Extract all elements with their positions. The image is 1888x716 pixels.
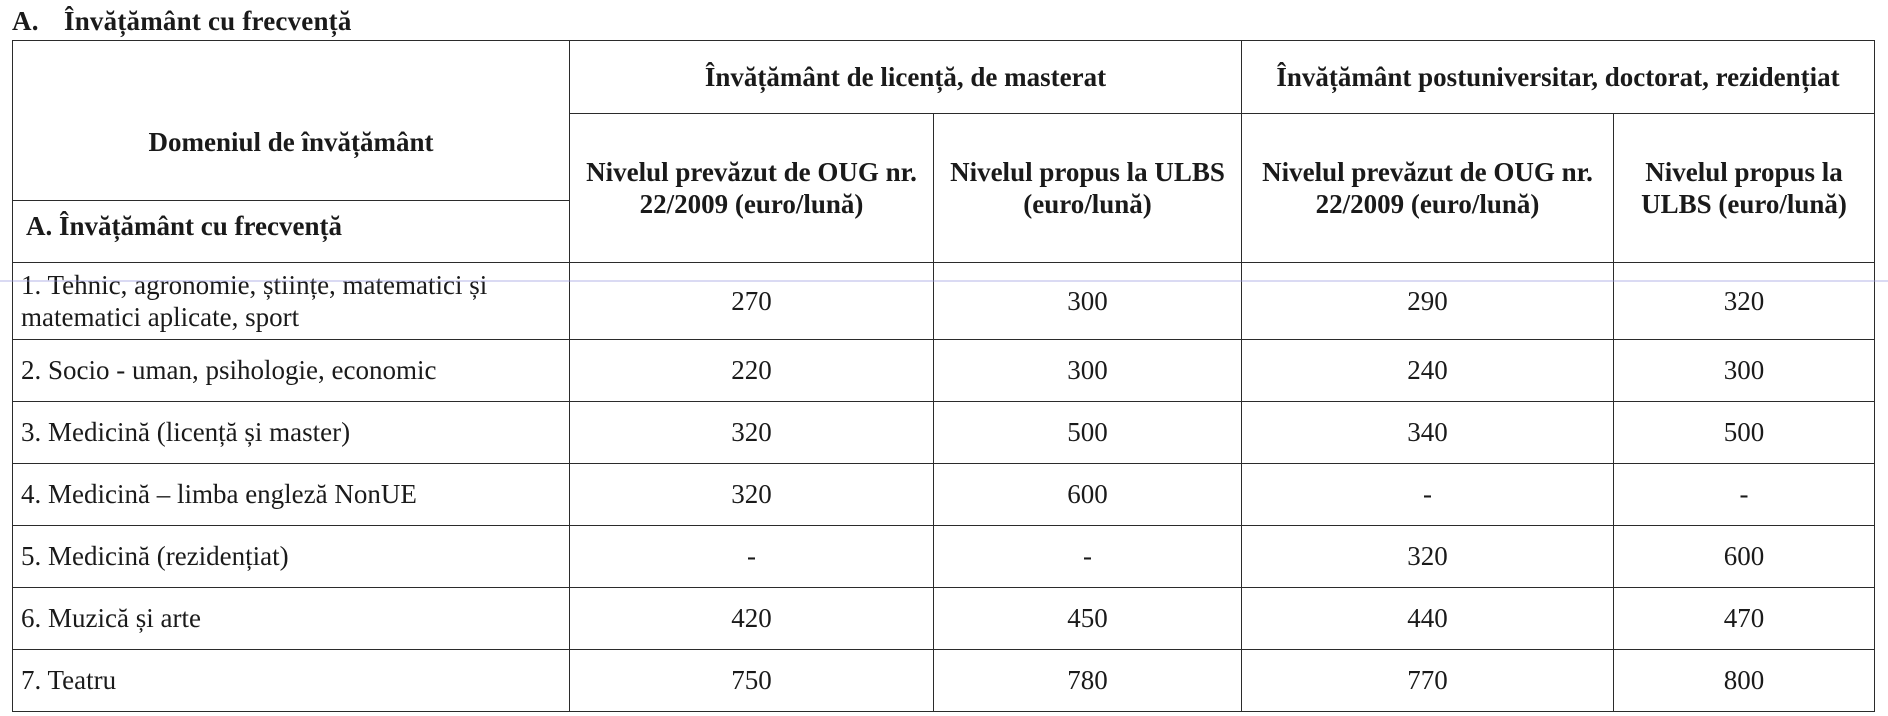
table-row	[13, 464, 1875, 526]
cell-oug-bachelor: 220	[570, 340, 934, 402]
col-header-oug-level-bachelor: Nivelul prevăzut de OUG nr. 22/2009 (euro/lună)	[570, 114, 934, 263]
cell-oug-postgraduate: 240	[1242, 340, 1614, 402]
cell-ulbs-postgraduate: 300	[1614, 340, 1875, 402]
cell-oug-bachelor: 270	[570, 263, 934, 340]
cell-oug-postgraduate: 770	[1242, 650, 1614, 712]
cell-oug-postgraduate: 320	[1242, 526, 1614, 588]
cell-ulbs-postgraduate: 470	[1614, 588, 1875, 650]
col-header-ulbs-level-postgraduate: Nivelul propus la ULBS (euro/lună)	[1614, 114, 1875, 263]
cell-ulbs-postgraduate: 320	[1614, 263, 1875, 340]
cell-ulbs-bachelor: -	[934, 526, 1242, 588]
cell-oug-postgraduate: -	[1242, 464, 1614, 526]
scan-artifact-line	[0, 280, 1888, 282]
cell-ulbs-bachelor: 500	[934, 402, 1242, 464]
table-row	[13, 263, 1875, 340]
cell-ulbs-bachelor: 450	[934, 588, 1242, 650]
cell-oug-postgraduate: 440	[1242, 588, 1614, 650]
cell-oug-bachelor: 320	[570, 402, 934, 464]
cell-oug-bachelor: -	[570, 526, 934, 588]
table-row	[13, 588, 1875, 650]
row-domain: 3. Medicină (licență și master)	[13, 402, 570, 464]
row-domain: 7. Teatru	[13, 650, 570, 712]
cell-ulbs-postgraduate: -	[1614, 464, 1875, 526]
cell-ulbs-bachelor: 300	[934, 263, 1242, 340]
table-row	[13, 650, 1875, 712]
cell-ulbs-bachelor: 780	[934, 650, 1242, 712]
cell-ulbs-postgraduate: 600	[1614, 526, 1875, 588]
cell-oug-bachelor: 320	[570, 464, 934, 526]
domain-subheader	[12, 200, 569, 256]
table-row	[13, 402, 1875, 464]
row-domain: 6. Muzică și arte	[13, 588, 570, 650]
group-header-postgraduate: Învățământ postuniversitar, doctorat, rezidențiat	[1242, 41, 1875, 114]
section-title	[12, 6, 352, 37]
tuition-fees-table	[12, 40, 1875, 712]
cell-oug-bachelor: 420	[570, 588, 934, 650]
table-row	[13, 526, 1875, 588]
domain-header-label: Domeniul de învățământ	[148, 127, 434, 158]
cell-ulbs-bachelor: 300	[934, 340, 1242, 402]
table-row	[13, 340, 1875, 402]
row-domain: 4. Medicină – limba engleză NonUE	[13, 464, 570, 526]
col-header-ulbs-level-bachelor: Nivelul propus la ULBS (euro/lună)	[934, 114, 1242, 263]
row-domain: 5. Medicină (rezidențiat)	[13, 526, 570, 588]
domain-subheader-label: A. Învățământ cu frecvență	[26, 211, 342, 241]
col-header-oug-level-postgraduate: Nivelul prevăzut de OUG nr. 22/2009 (euro/lună)	[1242, 114, 1614, 263]
cell-oug-postgraduate: 290	[1242, 263, 1614, 340]
cell-ulbs-bachelor: 600	[934, 464, 1242, 526]
group-header-bachelor-master: Învățământ de licență, de masterat	[570, 41, 1242, 114]
cell-oug-postgraduate: 340	[1242, 402, 1614, 464]
cell-oug-bachelor: 750	[570, 650, 934, 712]
section-title-text: Învățământ cu frecvență	[64, 6, 352, 36]
row-domain: 2. Socio - uman, psihologie, economic	[13, 340, 570, 402]
section-letter: A.	[12, 6, 39, 36]
cell-ulbs-postgraduate: 500	[1614, 402, 1875, 464]
row-domain: 1. Tehnic, agronomie, științe, matematici și matematici aplicate, sport	[13, 263, 570, 340]
cell-ulbs-postgraduate: 800	[1614, 650, 1875, 712]
